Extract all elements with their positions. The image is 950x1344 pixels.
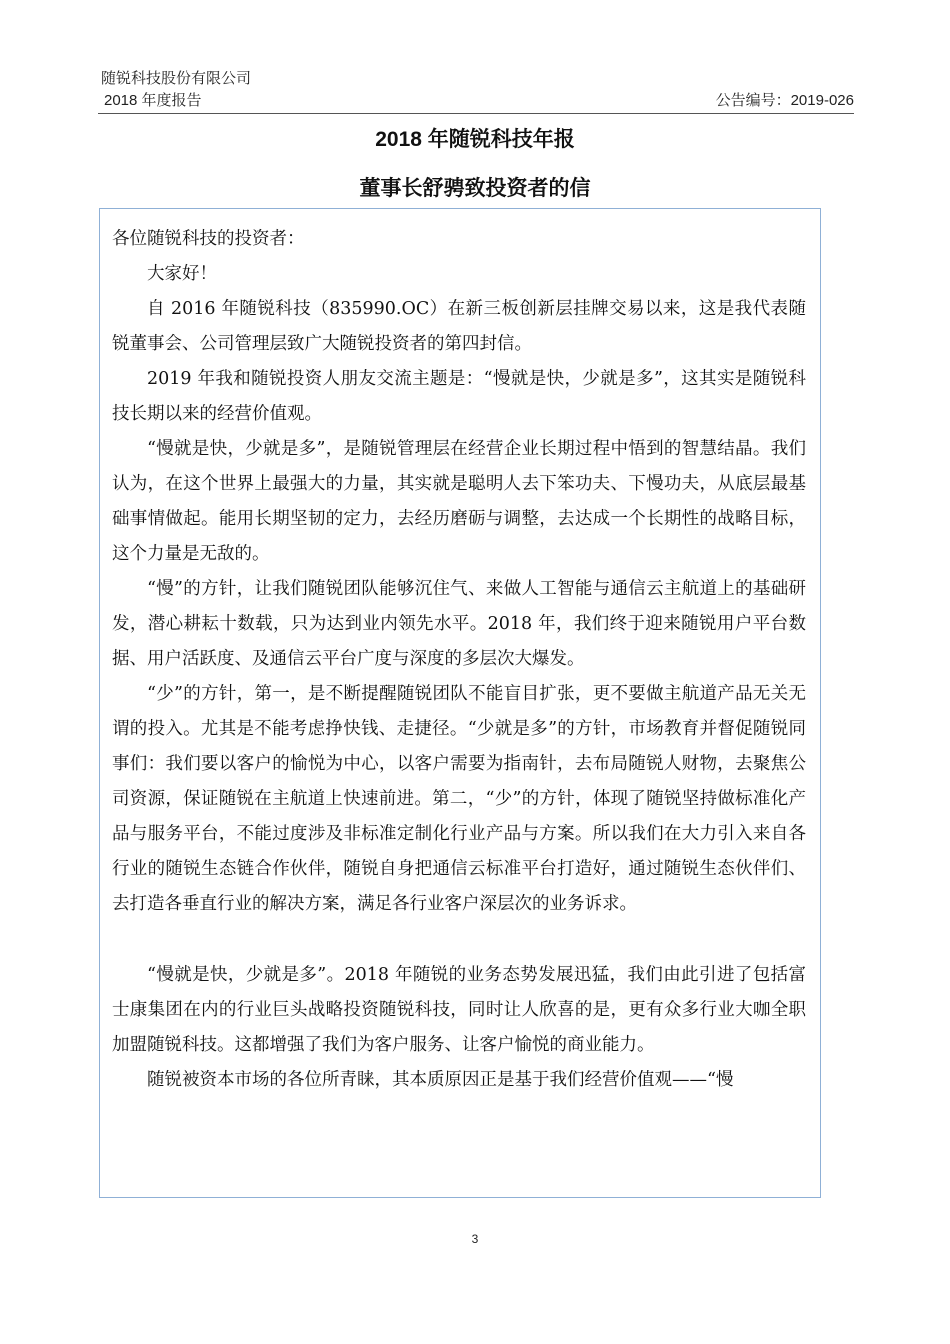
letter-paragraph-slow: “慢”的方针，让我们随锐团队能够沉住气、来做人工智能与通信云主航道上的基础研发，潜心耕耘十数载，只为达到业内领先水平。2018 年，我们终于迎来随锐用户平台数据、用户活跃度、及通信云平台广度与深度的多层次大爆发。 <box>112 579 806 669</box>
letter-paragraph-growth: “慢就是快，少就是多”。2018 年随锐的业务态势发展迅猛，我们由此引进了包括富士康集团在内的行业巨头战略投资随锐科技，同时让人欣喜的是，更有众多行业大咖全职加盟随锐科技。这都增强了我们为客户服务、让客户愉悦的商业能力。 <box>112 965 806 1055</box>
letter-paragraph-listing: 自 2016 年随锐科技（835990.OC）在新三板创新层挂牌交易以来，这是我代表随锐董事会、公司管理层致广大随锐投资者的第四封信。 <box>112 299 806 354</box>
letter-paragraph-greeting: 大家好！ <box>147 264 217 284</box>
letter-paragraph-philosophy: “慢就是快，少就是多”，是随锐管理层在经营企业长期过程中悟到的智慧结晶。我们认为，在这个世界上最强大的力量，其实就是聪明人去下笨功夫、下慢功夫，从底层最基础事情做起。能用长期坚韧的定力，去经历磨砺与调整，去达成一个长期性的战略目标，这个力量是无敌的。 <box>112 439 806 564</box>
letter-paragraph-capital: 随锐被资本市场的各位所青睐，其本质原因正是基于我们经营价值观——“慢 <box>147 1070 734 1090</box>
letter-paragraph-theme: 2019 年我和随锐投资人朋友交流主题是：“慢就是快，少就是多”，这其实是随锐科技长期以来的经营价值观。 <box>112 369 806 424</box>
document-title: 2018 年随锐科技年报 <box>375 128 575 151</box>
letter-salutation: 各位随锐科技的投资者： <box>112 229 305 249</box>
letter-text-box <box>99 208 821 1198</box>
header-company-name: 随锐科技股份有限公司 <box>101 70 252 87</box>
page-number: 3 <box>471 1232 479 1246</box>
header-notice-number: 公告编号：2019-026 <box>715 92 854 109</box>
letter-body <box>112 221 806 1098</box>
header-divider <box>98 113 854 114</box>
header-report-title: 2018 年度报告 <box>104 92 202 109</box>
letter-title: 董事长舒骋致投资者的信 <box>359 177 591 200</box>
letter-paragraph-less: “少”的方针，第一，是不断提醒随锐团队不能盲目扩张，更不要做主航道产品无关无谓的投入。尤其是不能考虑挣快钱、走捷径。“少就是多”的方针，市场教育并督促随锐同事们：我们要以客户的愉悦为中心，以客户需要为指南针，去布局随锐人财物，去聚焦公司资源，保证随锐在主航道上快速前进。第二，“少”的方针，体现了随锐坚持做标准化产品与服务平台，不能过度涉及非标准定制化行业产品与方案。所以我们在大力引入来自各行业的随锐生态链合作伙伴，随锐自身把通信云标准平台打造好，通过随锐生态伙伴们、去打造各垂直行业的解决方案，满足各行业客户深层次的业务诉求。 <box>112 684 806 914</box>
